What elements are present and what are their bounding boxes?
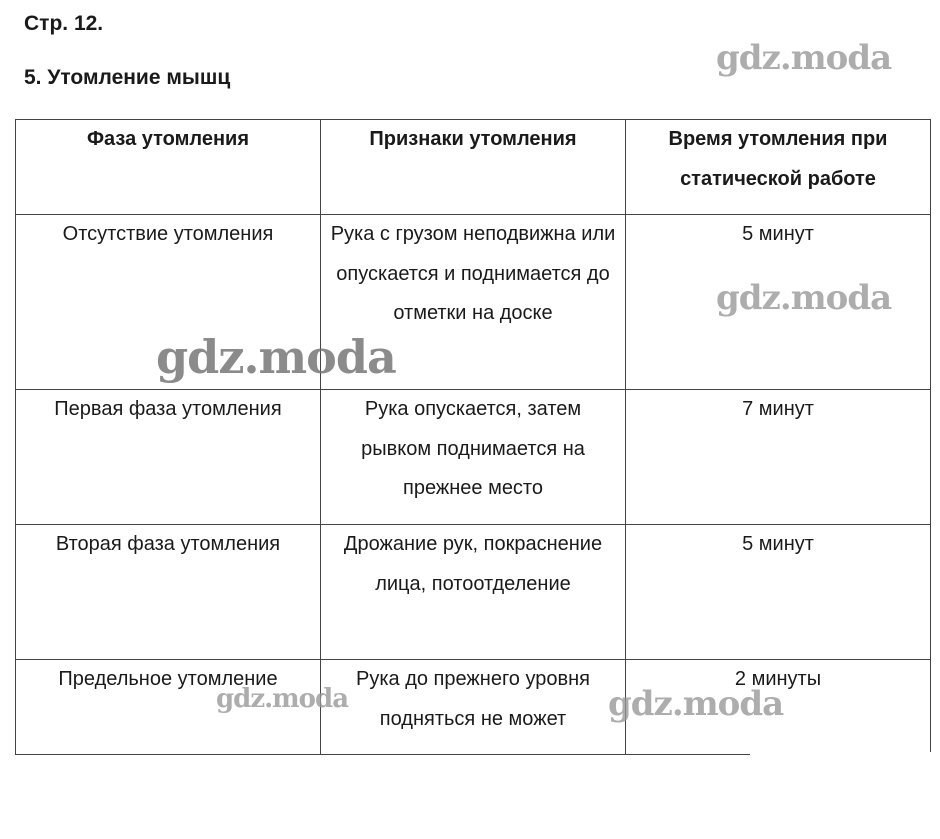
watermark: gdz.moda (716, 278, 892, 318)
table-header-row (16, 120, 931, 215)
page-label: Стр. 12. (24, 12, 104, 35)
table-row (16, 390, 931, 525)
cell-time: 2 минуты (626, 660, 931, 755)
table-row (16, 660, 931, 755)
cell-signs: Дрожание рук, покраснение лица, потоотделение (321, 525, 626, 660)
fatigue-table (15, 119, 931, 755)
cell-signs: Рука опускается, затем рывком поднимается на прежнее место (321, 390, 626, 525)
cell-phase: Вторая фаза утомления (16, 525, 321, 660)
header-phase: Фаза утомления (16, 120, 321, 215)
watermark: gdz.moda (156, 330, 396, 384)
watermark: gdz.moda (608, 684, 784, 724)
cell-time: 5 минут (626, 215, 931, 390)
watermark: gdz.moda (716, 38, 892, 78)
header-time: Время утомления при статической работе (626, 120, 931, 215)
cell-signs: Рука до прежнего уровня подняться не может (321, 660, 626, 755)
header-signs: Признаки утомления (321, 120, 626, 215)
cell-signs: Рука с грузом неподвижна или опускается и поднимается до отметки на доске (321, 215, 626, 390)
cell-phase: Отсутствие утомления (16, 215, 321, 390)
watermark: gdz.moda (216, 684, 349, 714)
cell-time: 7 минут (626, 390, 931, 525)
section-title: 5. Утомление мышц (24, 66, 231, 89)
cell-time: 5 минут (626, 525, 931, 660)
cell-phase: Предельное утомление (16, 660, 321, 755)
table-edge-mask (750, 752, 932, 756)
table-row (16, 215, 931, 390)
table-row (16, 525, 931, 660)
cell-phase: Первая фаза утомления (16, 390, 321, 525)
